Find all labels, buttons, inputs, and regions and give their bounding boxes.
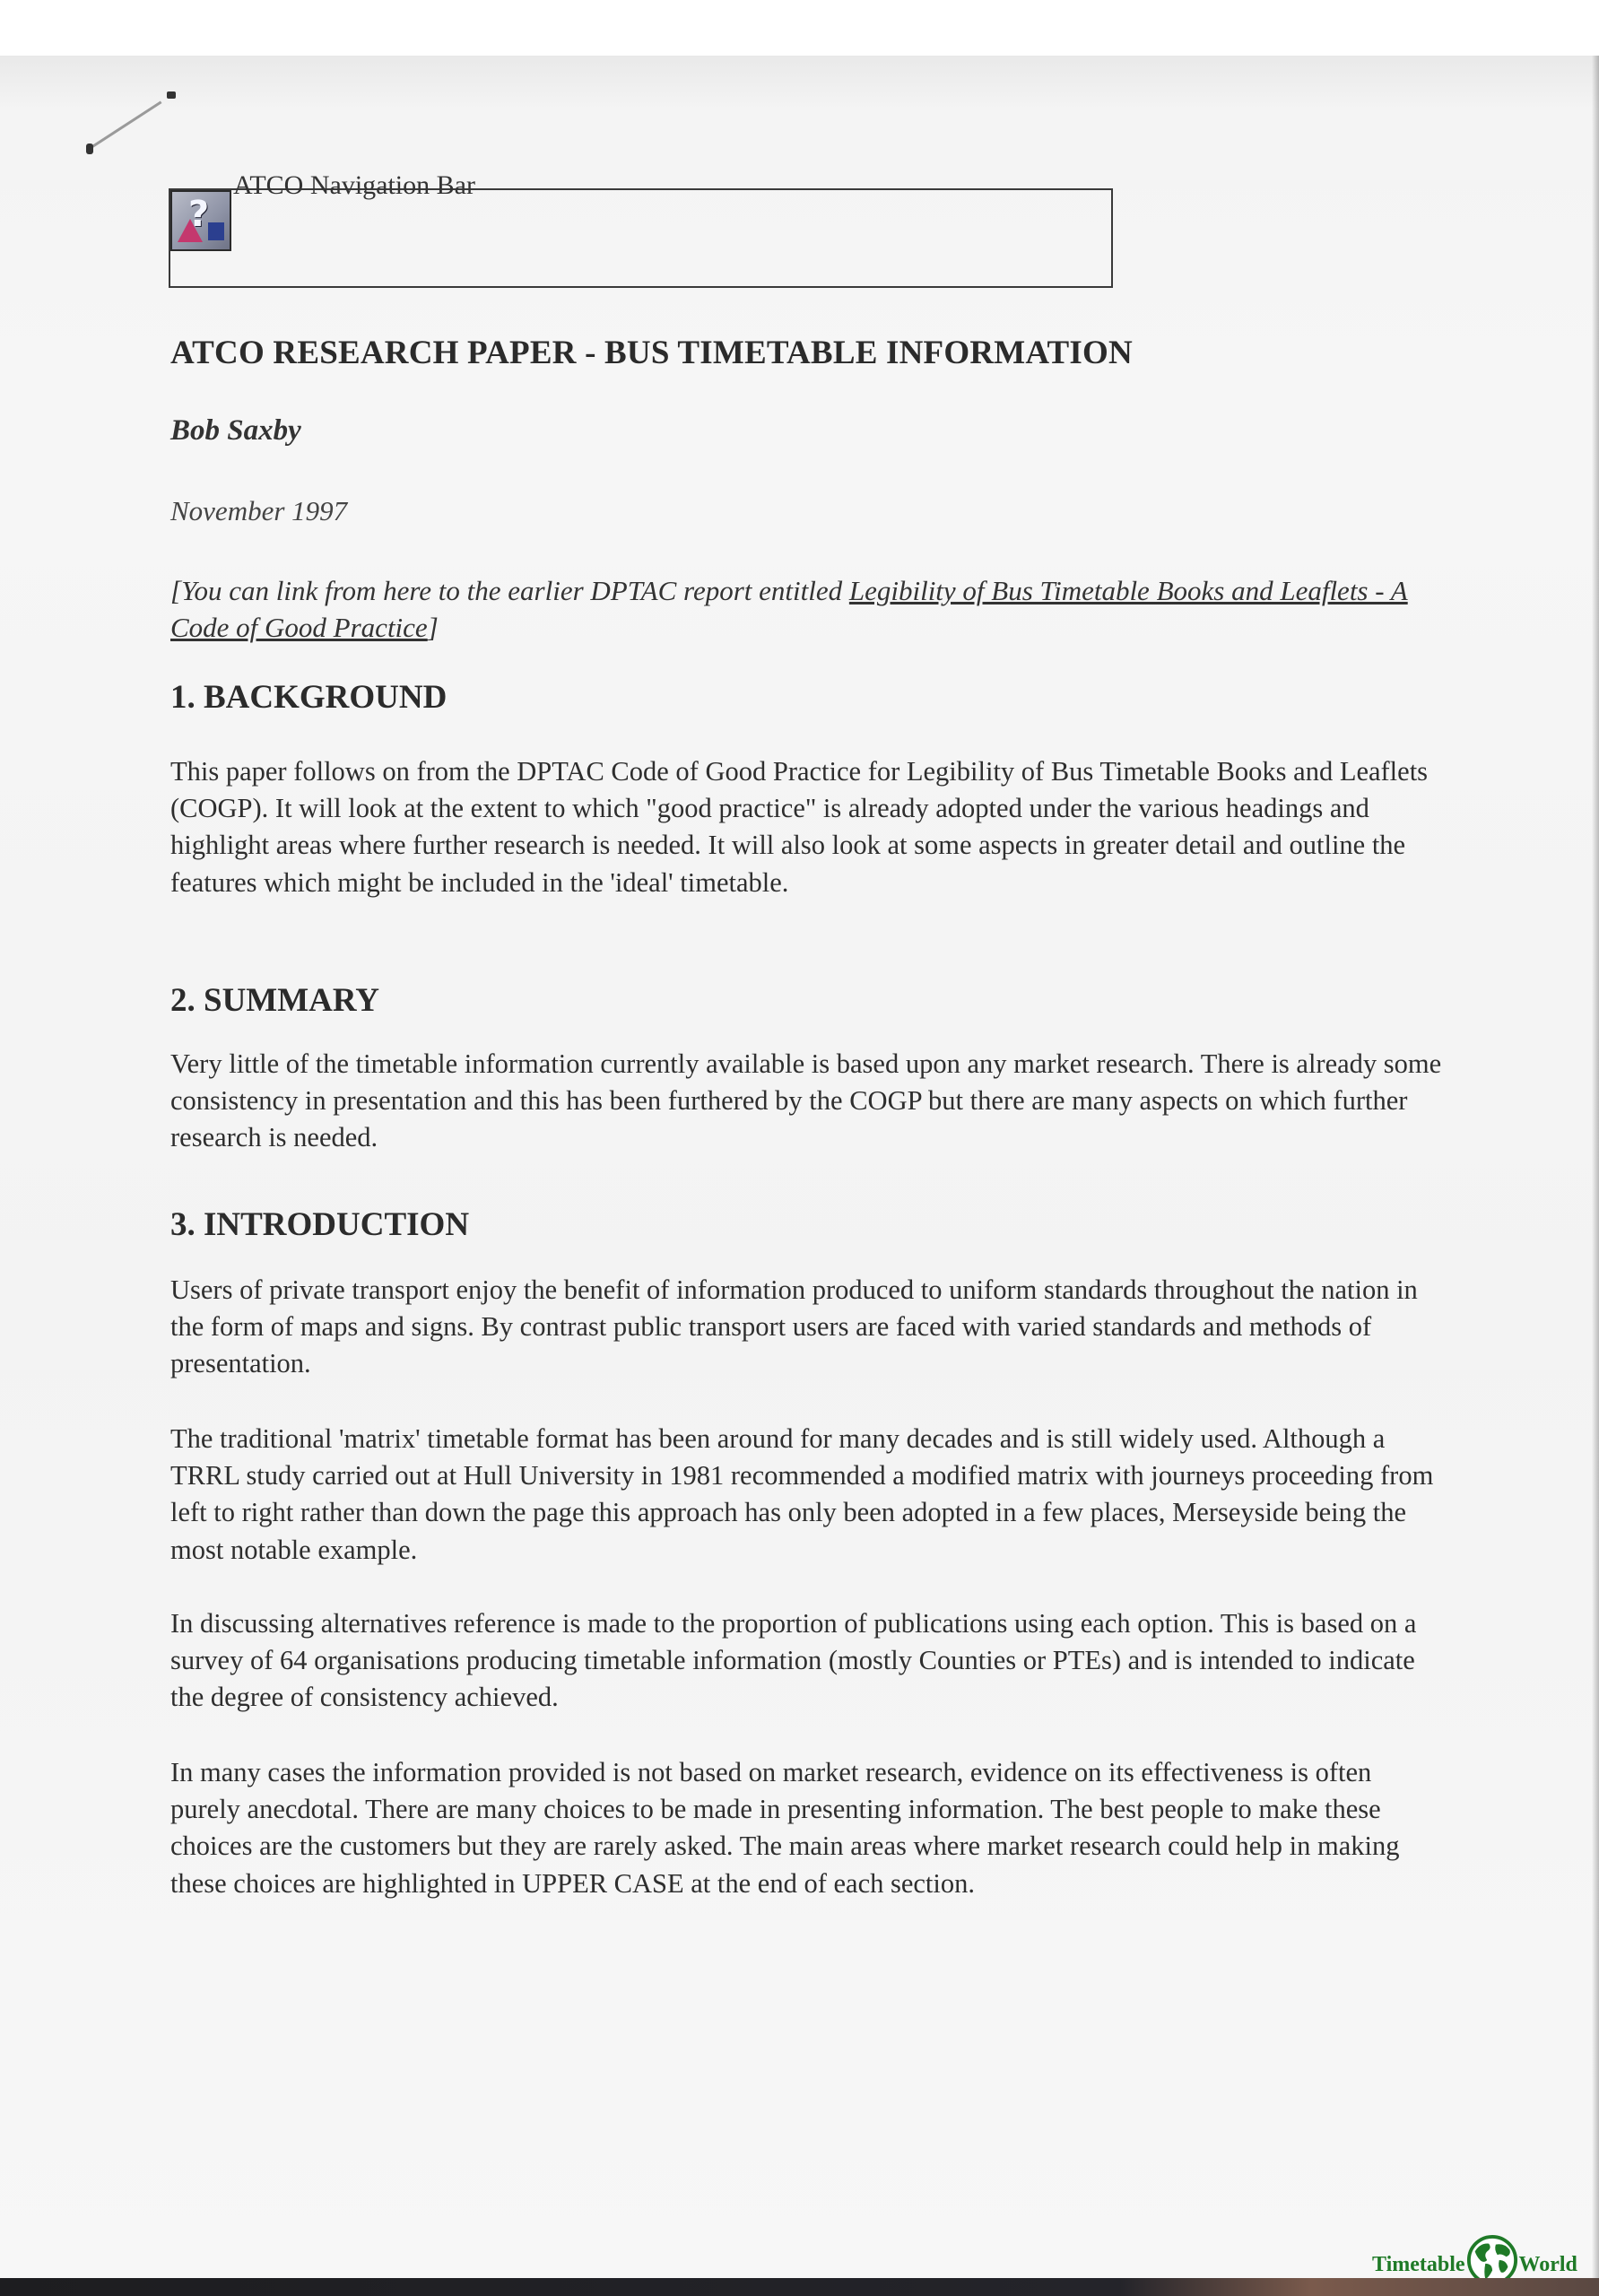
logo-text-timetable: Timetable bbox=[1372, 2252, 1465, 2276]
page-edge-shadow bbox=[1592, 56, 1599, 2278]
staple-end bbox=[167, 91, 176, 99]
introduction-paragraph: The traditional 'matrix' timetable format has been around for many decades and is still widely used. Although a TRRL study carried out at Hull University in 1981 recommended a modified matrix with journeys proceeding from left to right rather than down the page this approach has only been adopted in a few places, Merseyside being the most notable example. bbox=[170, 1423, 1434, 1565]
introduction-paragraph: In discussing alternatives reference is made to the proportion of publications using each option. This is based on a survey of 64 organisations producing timetable information (mostly Counties or PTEs) and is intended to indicate the degree of consistency achieved. bbox=[170, 1608, 1417, 1713]
link-note-prefix: [You can link from here to the earlier DPTAC report entitled bbox=[170, 575, 849, 606]
scanned-page bbox=[0, 56, 1599, 2278]
document-title: ATCO RESEARCH PAPER - BUS TIMETABLE INFORMATION bbox=[170, 335, 1133, 371]
publication-date: November 1997 bbox=[170, 495, 348, 526]
scan-top-margin bbox=[0, 0, 1599, 56]
related-report-note bbox=[170, 572, 1426, 646]
dptac-report-link[interactable]: Legibility of Bus Timetable Books and Leaflets - A Code of Good Practice bbox=[170, 575, 1408, 643]
introduction-paragraph: In many cases the information provided is not based on market research, evidence on its effectiveness is often purely anecdotal. There are many choices to be made in presenting information. The best people to make these choices are the customers but they are rarely asked. The main areas where market research could help in making these choices are highlighted in UPPER CASE at the end of each section. bbox=[170, 1757, 1400, 1899]
navigation-bar-title: ATCO Navigation Bar bbox=[233, 170, 475, 200]
section-heading-introduction: 3. INTRODUCTION bbox=[170, 1206, 470, 1243]
timetable-world-logo bbox=[1372, 2248, 1577, 2282]
section-heading-summary: 2. SUMMARY bbox=[170, 982, 380, 1019]
background-paragraph: This paper follows on from the DPTAC Code of Good Practice for Legibility of Bus Timetable Books and Leaflets (COGP). It will look at the extent to which "good practice" is already adopted under the various headings and highlight areas where further research is needed. It will also look at some aspects in greater detail and outline the features which might be included in the 'ideal' timetable. bbox=[170, 756, 1429, 898]
navigation-bar-placeholder[interactable] bbox=[169, 170, 1113, 288]
summary-paragraph: Very little of the timetable information currently available is based upon any market research. There is already some consistency in presentation and this has been furthered by the COGP but there are many aspects on which further research is needed. bbox=[170, 1048, 1442, 1153]
help-question-icon[interactable]: ? bbox=[170, 190, 231, 251]
staple-end bbox=[86, 144, 93, 154]
section-heading-background: 1. BACKGROUND bbox=[170, 679, 448, 716]
scan-bottom-edge bbox=[0, 2278, 1599, 2296]
introduction-paragraph: Users of private transport enjoy the benefit of information produced to uniform standards throughout the nation in the form of maps and signs. By contrast public transport users are faced with varied standards and methods of presentation. bbox=[170, 1274, 1418, 1379]
logo-text-world: World bbox=[1518, 2252, 1577, 2276]
author-name: Bob Saxby bbox=[170, 414, 301, 447]
link-note-suffix: ] bbox=[427, 612, 439, 643]
